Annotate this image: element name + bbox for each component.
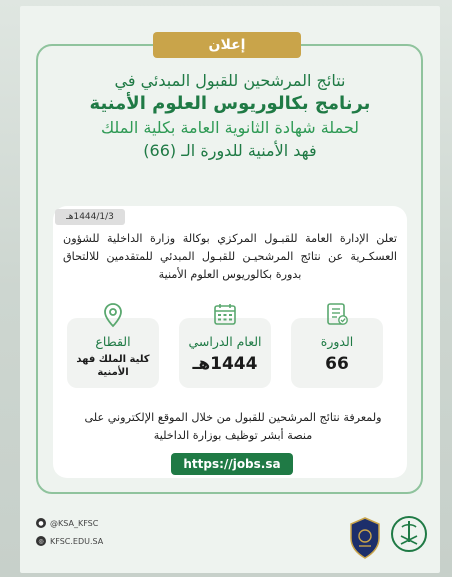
footer-website-url: KFSC.EDU.SA — [50, 536, 104, 546]
stat-sector-label: القطاع — [95, 334, 131, 349]
announcement-card — [20, 6, 440, 573]
headline — [44, 70, 416, 162]
date-tag: 1444/1/3هـ — [55, 209, 125, 225]
stat-course-value: 66 — [325, 354, 349, 374]
announcement-badge: إعلان — [153, 32, 301, 58]
ministry-emblem-logo — [390, 514, 428, 554]
globe-icon: ◎ — [36, 536, 46, 546]
twitter-icon: ● — [36, 518, 46, 528]
stat-sector-value: كلية الملك فهد الأمنية — [76, 354, 150, 378]
headline-line-4: فهد الأمنية للدورة الـ (66) — [143, 141, 317, 160]
footer-twitter-handle: @KSA_KFSC — [50, 518, 99, 528]
headline-line-3: لحملة شهادة الثانوية العامة بكلية الملك — [100, 118, 360, 137]
stat-academic-year-label: العام الدراسي — [188, 334, 262, 349]
footer-twitter[interactable] — [36, 516, 98, 530]
kfsc-logo — [348, 516, 382, 560]
stat-sector — [67, 318, 159, 388]
checklist-icon — [291, 302, 383, 328]
instructions-paragraph: ولمعرفة نتائج المرشحين للقبول من خلال الموقع الإلكتروني على منصة أبشر توظيف بوزارة الداخلية — [84, 411, 382, 442]
stat-academic-year — [179, 318, 271, 388]
stat-course — [291, 318, 383, 388]
location-pin-icon — [67, 302, 159, 328]
details-panel — [53, 206, 407, 478]
announcement-paragraph: تعلن الإدارة العامة للقبـول المركزي بوكالة وزارة الداخلية للشؤون العسكـرية عن نتائج المرشحيـن للقبـول المبدئي للمتقدمين للالتحاق بدورة بكالوريوس العلوم الأمنية — [63, 232, 397, 281]
headline-line-1: نتائج المرشحين للقبول المبدئي في — [114, 71, 346, 90]
jobs-url-button[interactable]: https://jobs.sa — [171, 453, 293, 475]
headline-line-2: برنامج بكالوريوس العلوم الأمنية — [89, 93, 371, 114]
footer-website[interactable] — [36, 534, 103, 548]
calendar-icon — [179, 302, 271, 328]
stat-academic-year-value: 1444هـ — [192, 354, 258, 374]
stat-course-label: الدورة — [320, 334, 354, 349]
